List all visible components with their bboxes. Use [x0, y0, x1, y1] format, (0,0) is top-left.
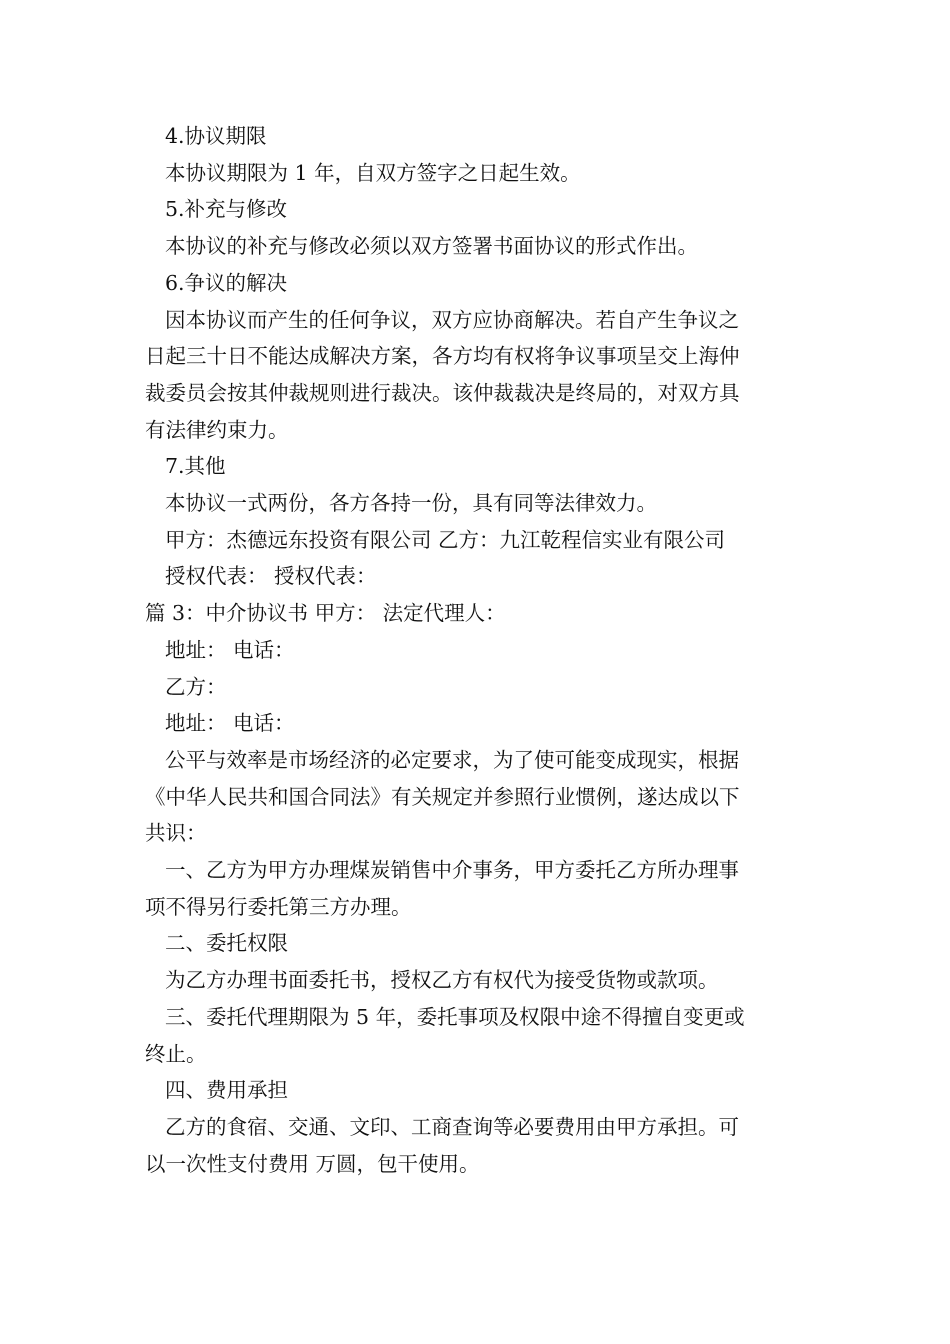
- item-four-heading: 四、费用承担: [165, 1078, 288, 1103]
- item-three-line: 三、委托代理期限为 5 年，委托事项及权限中途不得擅自变更或: [165, 1004, 745, 1029]
- item-two-text: 为乙方办理书面委托书，授权乙方有权代为接受货物或款项。: [165, 968, 719, 993]
- paragraph-amendment: 本协议的补充与修改必须以双方签署书面协议的形式作出。: [165, 234, 698, 259]
- item-one-line: 项不得另行委托第三方办理。: [145, 894, 412, 919]
- paragraph-other: 本协议一式两份，各方各持一份，具有同等法律效力。: [165, 491, 657, 516]
- paragraph-dispute-line: 日起三十日不能达成解决方案，各方均有权将争议事项呈交上海仲: [145, 344, 740, 369]
- section-heading-dispute: 6.争议的解决: [165, 270, 288, 295]
- section-heading-amendment: 5.补充与修改: [165, 197, 288, 222]
- paragraph-dispute-line: 裁委员会按其仲裁规则进行裁决。该仲裁裁决是终局的，对双方具: [145, 380, 740, 405]
- party-a-address-line: 地址： 电话：: [165, 637, 295, 662]
- party-b-line: 乙方：: [165, 674, 227, 699]
- item-four-line: 以一次性支付费用 万圆，包干使用。: [145, 1151, 480, 1176]
- item-one-line: 一、乙方为甲方办理煤炭销售中介事务，甲方委托乙方所办理事: [165, 858, 739, 883]
- paragraph-dispute-line: 因本协议而产生的任何争议，双方应协商解决。若自产生争议之: [165, 307, 739, 332]
- paragraph-dispute-line: 有法律约束力。: [145, 417, 289, 442]
- document-page: [145, 118, 810, 1182]
- authorized-representatives-line: 授权代表： 授权代表：: [165, 564, 377, 589]
- paragraph-fairness-line: 公平与效率是市场经济的必定要求，为了使可能变成现实，根据: [165, 747, 739, 772]
- paragraph-term: 本协议期限为 1 年，自双方签字之日起生效。: [165, 160, 581, 185]
- paragraph-fairness-line: 《中华人民共和国合同法》有关规定并参照行业惯例，遂达成以下: [145, 784, 740, 809]
- item-two-heading: 二、委托权限: [165, 931, 288, 956]
- paragraph-fairness-line: 共识：: [145, 821, 207, 846]
- party-b-address-line: 地址： 电话：: [165, 711, 295, 736]
- item-three-line: 终止。: [145, 1041, 207, 1066]
- section-heading-term: 4.协议期限: [165, 124, 267, 148]
- parties-line: 甲方：杰德远东投资有限公司 乙方：九江乾程信实业有限公司: [165, 527, 726, 552]
- section-heading-other: 7.其他: [165, 454, 226, 479]
- chapter-title-line: 篇 3：中介协议书 甲方： 法定代理人：: [145, 601, 506, 626]
- item-four-line: 乙方的食宿、交通、文印、工商查询等必要费用由甲方承担。可: [165, 1114, 739, 1139]
